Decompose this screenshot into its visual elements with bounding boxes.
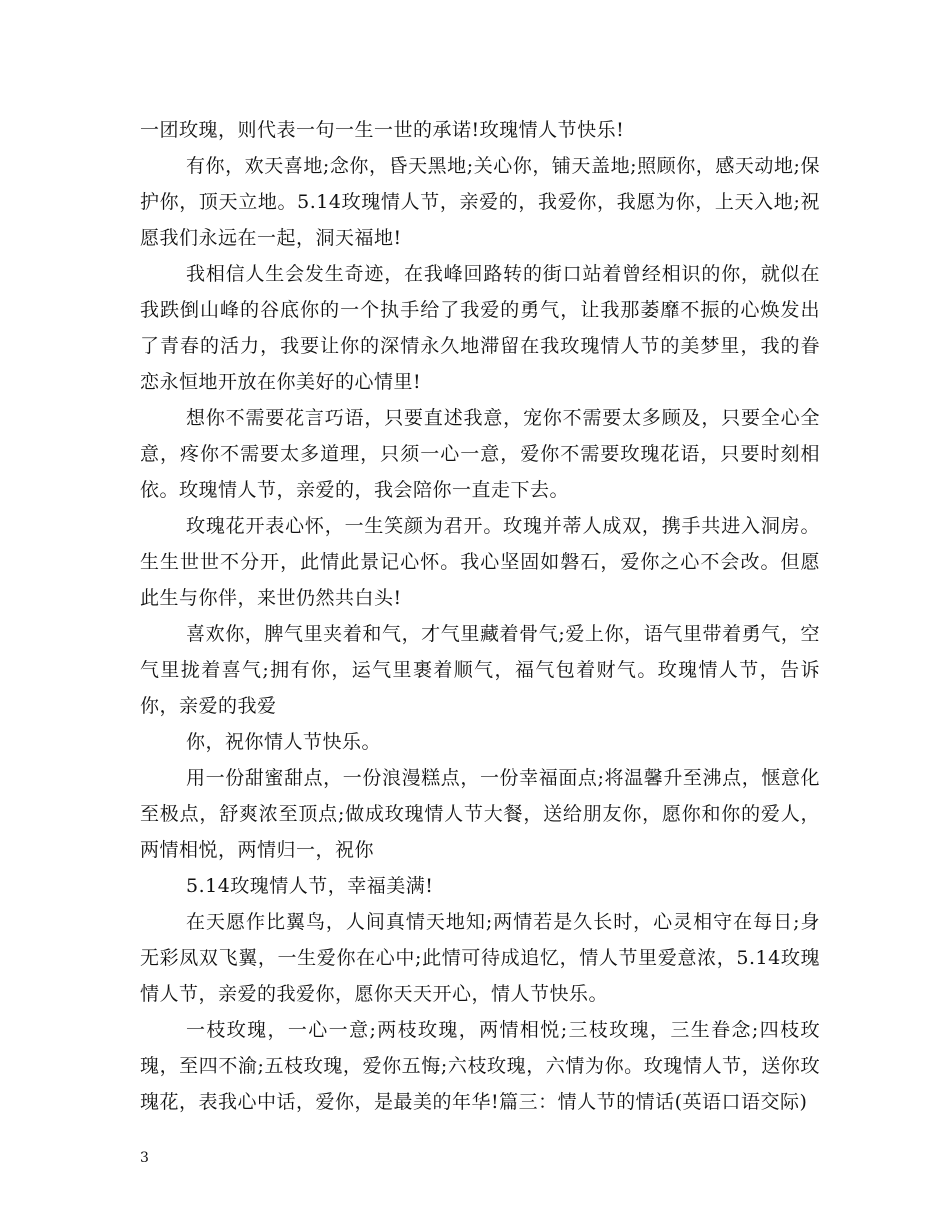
paragraph-9: 5.14玫瑰情人节，幸福美满! bbox=[186, 875, 434, 897]
paragraph-7: 你，祝你情人节快乐。 bbox=[186, 731, 382, 753]
paragraph-5: 玫瑰花开表心怀，一生笑颜为君开。玫瑰并蒂人成双，携手共进入洞房。生生世世不分开，此情此景记心怀。我心坚固如磐石，爱你之心不会改。但愿此生与你伴，来世仍然共白头! bbox=[140, 515, 820, 609]
paragraph-6: 喜欢你，脾气里夹着和气，才气里藏着骨气;爱上你，语气里带着勇气，空气里拢着喜气;拥有你，运气里裹着顺气，福气包着财气。玫瑰情人节，告诉你，亲爱的我爱 bbox=[140, 623, 820, 717]
paragraph-4: 想你不需要花言巧语，只要直述我意，宠你不需要太多顾及，只要全心全意，疼你不需要太多道理，只须一心一意，爱你不需要玫瑰花语，只要时刻相依。玫瑰情人节，亲爱的，我会陪你一直走下去。 bbox=[140, 407, 820, 501]
paragraph-10: 在天愿作比翼鸟，人间真情天地知;两情若是久长时，心灵相守在每日;身无彩凤双飞翼，一生爱你在心中;此情可待成追忆，情人节里爱意浓，5.14玫瑰情人节，亲爱的我爱你，愿你天天开心，情人节快乐。 bbox=[140, 911, 820, 1005]
paragraph-3: 我相信人生会发生奇迹，在我峰回路转的街口站着曾经相识的你，就似在我跌倒山峰的谷底你的一个执手给了我爱的勇气，让我那萎靡不振的心焕发出了青春的活力，我要让你的深情永久地滞留在我玫瑰情人节的美梦里，我的眷恋永恒地开放在你美好的心情里! bbox=[140, 263, 820, 393]
document-body bbox=[140, 112, 820, 1120]
paragraph-11: 一枝玫瑰，一心一意;两枝玫瑰，两情相悦;三枝玫瑰，三生眷念;四枝玫瑰，至四不渝;五枝玫瑰，爱你五悔;六枝玫瑰，六情为你。玫瑰情人节，送你玫瑰花，表我心中话，爱你，是最美的年华!篇三：情人节的情话(英语口语交际) bbox=[140, 1019, 820, 1113]
page-number: 3 bbox=[140, 1150, 149, 1166]
paragraph-8: 用一份甜蜜甜点，一份浪漫糕点，一份幸福面点;将温馨升至沸点，惬意化至极点，舒爽浓至顶点;做成玫瑰情人节大餐，送给朋友你，愿你和你的爱人，两情相悦，两情归一，祝你 bbox=[140, 767, 820, 861]
paragraph-1: 一团玫瑰，则代表一句一生一世的承诺!玫瑰情人节快乐! bbox=[140, 119, 625, 141]
paragraph-2: 有你，欢天喜地;念你，昏天黑地;关心你，铺天盖地;照顾你，感天动地;保护你，顶天立地。5.14玫瑰情人节，亲爱的，我爱你，我愿为你，上天入地;祝愿我们永远在一起，洞天福地! bbox=[140, 155, 820, 249]
